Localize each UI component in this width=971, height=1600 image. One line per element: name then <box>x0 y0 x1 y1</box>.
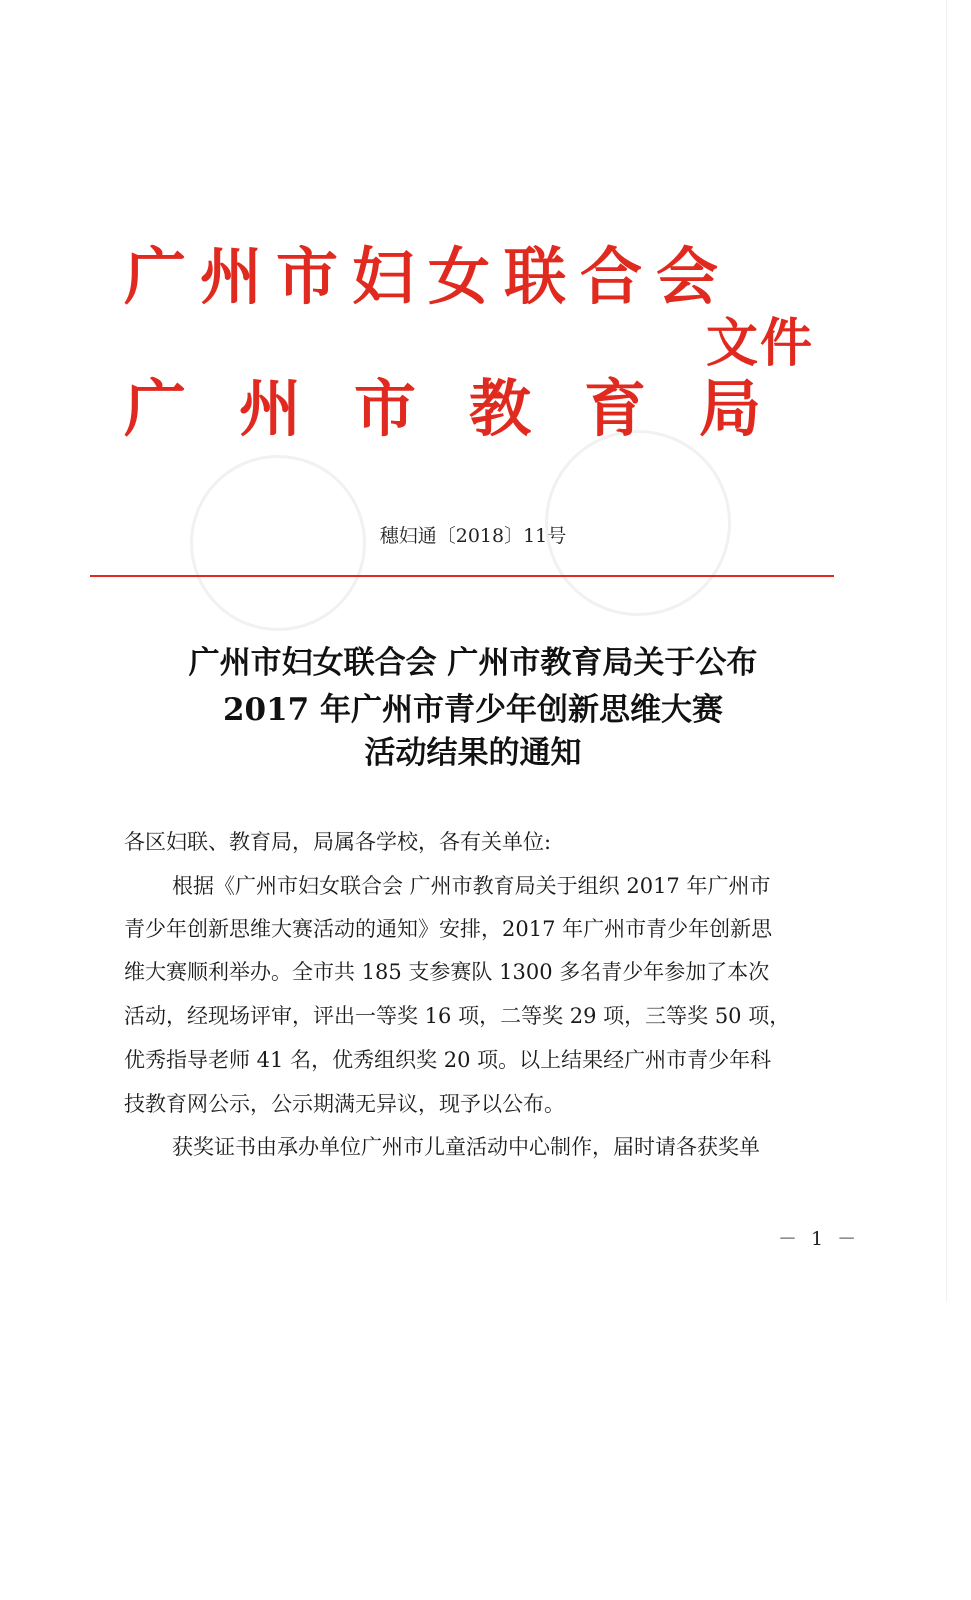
body-line: 青少年创新思维大赛活动的通知》安排，2017 年广州市青少年创新思 <box>124 917 773 941</box>
body-line: 维大赛顺利举办。全市共 185 支参赛队 1300 多名青少年参加了本次 <box>124 960 770 984</box>
body-line: 优秀指导老师 41 名，优秀组织奖 20 项。以上结果经广州市青少年科 <box>124 1048 772 1072</box>
body-line: 获奖证书由承办单位广州市儿童活动中心制作，届时请各获奖单 <box>172 1135 760 1159</box>
red-divider-line <box>90 575 834 577</box>
salutation: 各区妇联、教育局，局属各学校，各有关单位: <box>124 830 552 854</box>
body-line: 技教育网公示，公示期满无异议，现予以公布。 <box>124 1092 565 1116</box>
issuer-women-federation: 广州市妇女联合会 <box>124 240 733 313</box>
letterhead-suffix: 文件 <box>706 314 815 374</box>
body-line: 根据《广州市妇女联合会 广州市教育局关于组织 2017 年广州市 <box>172 874 771 898</box>
body-line: 活动，经现场评审，评出一等奖 16 项，二等奖 29 项，三等奖 50 项， <box>124 1004 791 1028</box>
title-line-3: 活动结果的通知 <box>364 735 582 771</box>
page-number: － 1 － <box>778 1228 861 1250</box>
issuer-education-bureau: 广州市教育局 <box>124 372 815 445</box>
document-number: 穗妇通〔2018〕11号 <box>379 525 567 547</box>
title-line-1: 广州市妇女联合会 广州市教育局关于公布 <box>188 645 758 681</box>
title-line-2: 2017 年广州市青少年创新思维大赛 <box>222 692 724 728</box>
